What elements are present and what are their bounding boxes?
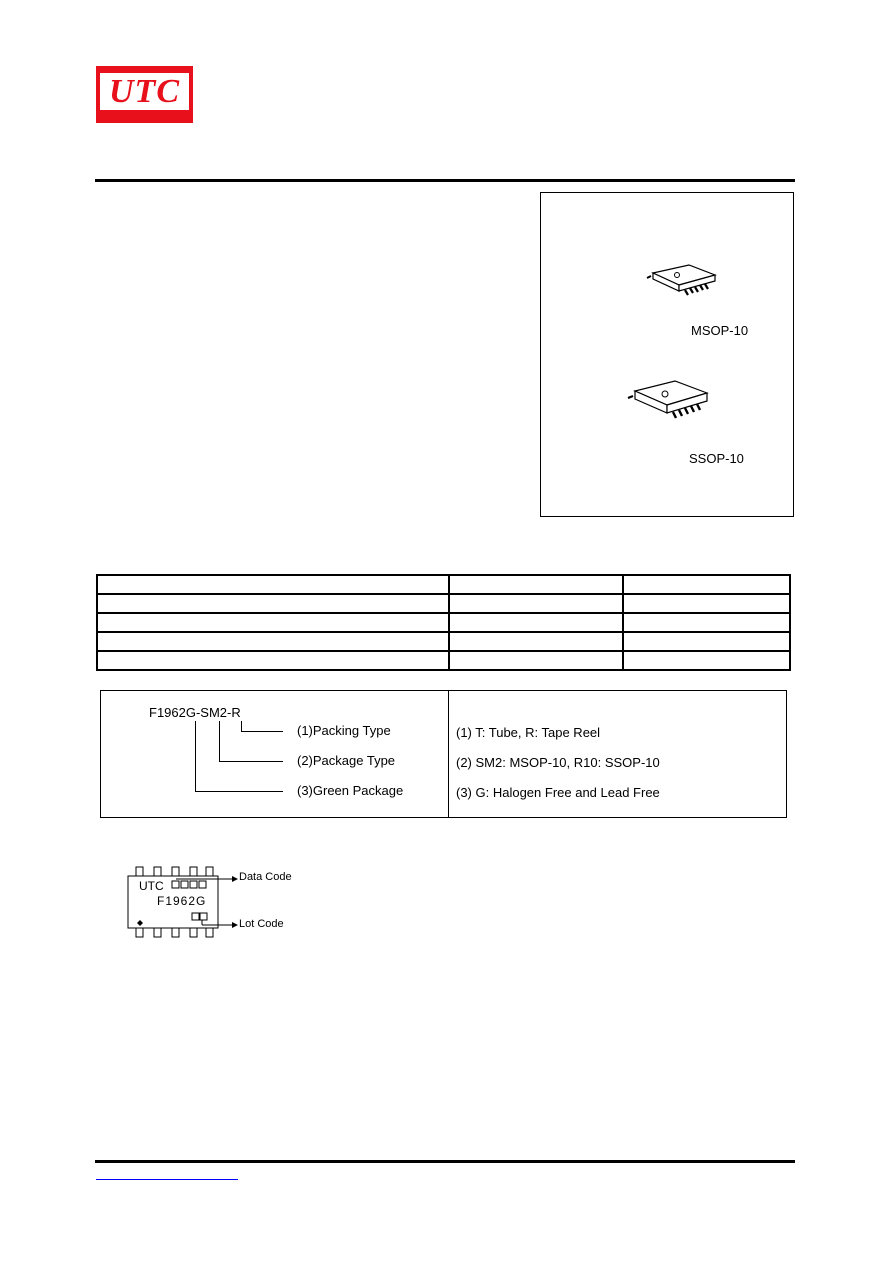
packing-type-label: (1)Packing Type [297, 723, 391, 738]
package-type-desc: (2) SM2: MSOP-10, R10: SSOP-10 [456, 755, 660, 770]
msop-10-label: MSOP-10 [691, 323, 749, 338]
table-row [97, 575, 790, 594]
ordering-table [96, 574, 791, 671]
logo-inner [100, 73, 189, 110]
marking-part: F1962G [157, 894, 207, 908]
package-box [540, 192, 794, 517]
connector-line [241, 731, 283, 732]
part-number-decoder [100, 690, 787, 818]
table-row [97, 594, 790, 613]
connector-line [195, 791, 283, 792]
connector-line [195, 721, 196, 791]
table-row [97, 632, 790, 651]
connector-line [219, 761, 283, 762]
ssop-10-chip-image [625, 379, 715, 427]
lot-code-label: Lot Code [239, 918, 284, 930]
ssop-10-label: SSOP-10 [689, 451, 744, 466]
footer-rule [95, 1160, 795, 1163]
part-number: F1962G-SM2-R [149, 705, 241, 720]
utc-logo [96, 66, 193, 123]
website-link[interactable] [96, 1179, 238, 1180]
marking-diagram [120, 862, 310, 942]
green-package-label: (3)Green Package [297, 783, 404, 798]
connector-line [241, 721, 242, 731]
green-package-desc: (3) G: Halogen Free and Lead Free [456, 785, 660, 800]
table-row [97, 613, 790, 632]
packing-type-desc: (1) T: Tube, R: Tape Reel [456, 725, 601, 740]
table-row [97, 651, 790, 670]
header-rule [95, 179, 795, 182]
msop-10-chip-image [645, 263, 725, 303]
connector-line [219, 721, 220, 761]
marking-utc: UTC [139, 879, 164, 893]
logo-text: UTC [109, 73, 180, 110]
package-type-label: (2)Package Type [297, 753, 396, 768]
decoder-divider [448, 691, 449, 817]
data-code-label: Data Code [239, 871, 292, 883]
